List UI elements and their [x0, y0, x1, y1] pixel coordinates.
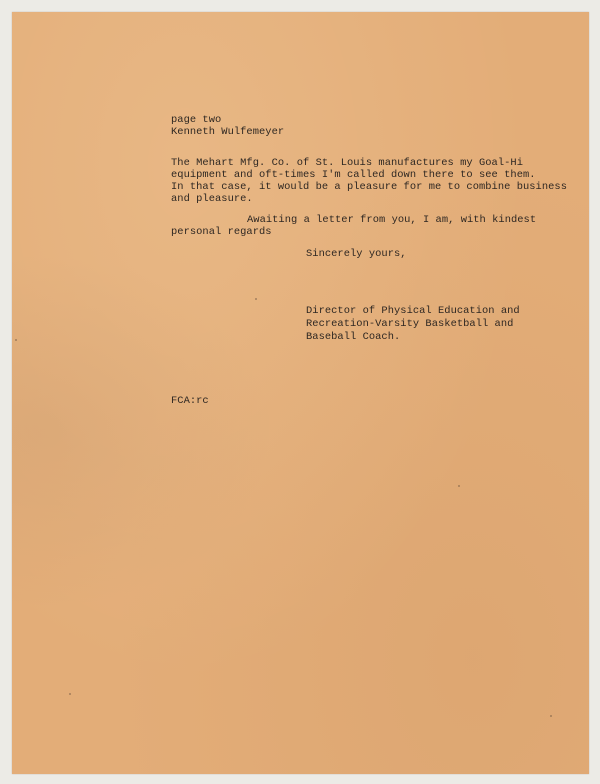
letter-page: [12, 12, 589, 774]
body-line-4: and pleasure.: [171, 193, 253, 205]
body-line-1: The Mehart Mfg. Co. of St. Louis manufactures my Goal-Hi: [171, 157, 523, 169]
body-line-6: personal regards: [171, 226, 272, 238]
signature-title-1: Director of Physical Education and: [306, 305, 520, 317]
signature-title-3: Baseball Coach.: [306, 331, 401, 343]
paper-speck: [15, 339, 17, 341]
body-line-3: In that case, it would be a pleasure for me to combine business: [171, 181, 567, 193]
paper-speck: [69, 693, 71, 695]
typist-initials: FCA:rc: [171, 395, 209, 407]
paper-speck: [255, 298, 257, 300]
page-number: page two: [171, 114, 222, 126]
signature-title-2: Recreation-Varsity Basketball and: [306, 318, 514, 330]
paper-speck: [550, 715, 552, 717]
paper-speck: [458, 485, 460, 487]
body-line-2: equipment and oft-times I'm called down there to see them.: [171, 169, 536, 181]
closing: Sincerely yours,: [306, 248, 407, 260]
body-line-5: Awaiting a letter from you, I am, with kindest: [247, 214, 537, 226]
recipient-name: Kenneth Wulfemeyer: [171, 126, 285, 138]
